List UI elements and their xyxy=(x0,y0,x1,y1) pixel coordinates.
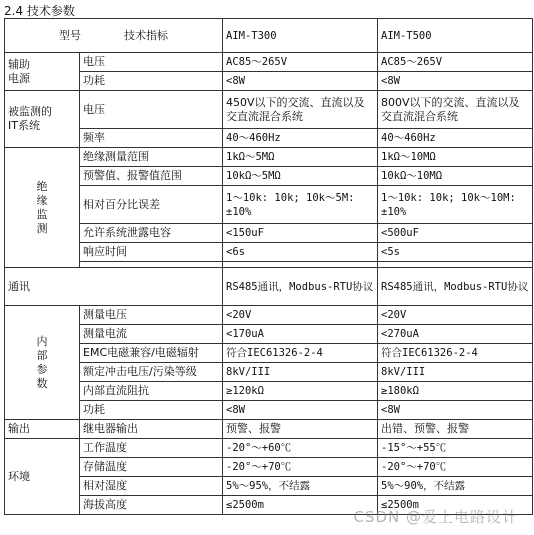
table-row xyxy=(5,72,533,91)
value-t300: 40～460Hz xyxy=(223,129,378,148)
value-t500: 40～460Hz xyxy=(378,129,533,148)
group-internal: 内 部 参 数 xyxy=(5,306,80,420)
value-t500: 8kV/III xyxy=(378,363,533,382)
value-t300: <6s xyxy=(223,243,378,262)
value-t500: 1kΩ～10MΩ xyxy=(378,148,533,167)
value-t500: <8W xyxy=(378,72,533,91)
value-t500: <500uF xyxy=(378,224,533,243)
value-t300: <8W xyxy=(223,401,378,420)
table-row xyxy=(5,53,533,72)
item-label: 工作温度 xyxy=(80,439,223,458)
table-row xyxy=(5,167,533,186)
value-t500: <270uA xyxy=(378,325,533,344)
value-t500: 符合IEC61326-2-4 xyxy=(378,344,533,363)
table-header-row xyxy=(5,19,533,53)
item-label: 响应时间 xyxy=(80,243,223,262)
value-t300: <20V xyxy=(223,306,378,325)
table-row xyxy=(5,496,533,515)
value-t300: <170uA xyxy=(223,325,378,344)
group-env: 环境 xyxy=(5,439,80,515)
value-t500: RS485通讯，Modbus-RTU协议 xyxy=(378,268,533,306)
value-t500: 1～10k: 10k; 10k～10M: ±10% xyxy=(378,186,533,224)
item-label: EMC电磁兼容/电磁辐射 xyxy=(80,344,223,363)
value-t500: -20°～+70℃ xyxy=(378,458,533,477)
value-t300: ≤2500m xyxy=(223,496,378,515)
item-label: 功耗 xyxy=(80,401,223,420)
table-row xyxy=(5,243,533,262)
value-t300: 1～10k: 10k; 10k～5M: ±10% xyxy=(223,186,378,224)
item-label: 存储温度 xyxy=(80,458,223,477)
table-row xyxy=(5,401,533,420)
group-output: 输出 xyxy=(5,420,80,439)
value-t300: <8W xyxy=(223,72,378,91)
value-t300: AC85～265V xyxy=(223,53,378,72)
value-t300: ≥120kΩ xyxy=(223,382,378,401)
table-row xyxy=(5,382,533,401)
table-row xyxy=(5,91,533,129)
item-label: 海拔高度 xyxy=(80,496,223,515)
value-t300: 预警、报警 xyxy=(223,420,378,439)
value-t500: ≥180kΩ xyxy=(378,382,533,401)
item-label: 相对百分比误差 xyxy=(80,186,223,224)
item-label: 电压 xyxy=(80,91,223,129)
group-insulation: 绝 缘 监 测 xyxy=(5,148,80,268)
value-t500: <5s xyxy=(378,243,533,262)
value-t300: 符合IEC61326-2-4 xyxy=(223,344,378,363)
group-comm: 通讯 xyxy=(5,268,223,306)
value-t500: ≤2500m xyxy=(378,496,533,515)
table-row xyxy=(5,186,533,224)
item-label: 频率 xyxy=(80,129,223,148)
table-row xyxy=(5,325,533,344)
item-label: 允许系统泄露电容 xyxy=(80,224,223,243)
table-row xyxy=(5,344,533,363)
value-t300: <150uF xyxy=(223,224,378,243)
value-t300: -20°～+60℃ xyxy=(223,439,378,458)
table-row xyxy=(5,129,533,148)
value-t300: RS485通讯，Modbus-RTU协议 xyxy=(223,268,378,306)
table-row xyxy=(5,420,533,439)
item-label: 预警值、报警值范围 xyxy=(80,167,223,186)
header-model: 型号 xyxy=(59,28,81,42)
item-label: 测量电流 xyxy=(80,325,223,344)
table-row xyxy=(5,148,533,167)
item-label: 额定冲击电压/污染等级 xyxy=(80,363,223,382)
value-t500: <20V xyxy=(378,306,533,325)
value-t500: 出错、预警、报警 xyxy=(378,420,533,439)
header-col2: AIM-T500 xyxy=(378,19,533,53)
item-label: 绝缘测量范围 xyxy=(80,148,223,167)
value-t300: 10kΩ～5MΩ xyxy=(223,167,378,186)
value-t500: -15°～+55℃ xyxy=(378,439,533,458)
value-t500: 800V以下的交流、直流以及交直流混合系统 xyxy=(378,91,533,129)
item-label: 测量电压 xyxy=(80,306,223,325)
table-row xyxy=(5,363,533,382)
item-label: 内部直流阻抗 xyxy=(80,382,223,401)
group-it-system: 被监测的 IT系统 xyxy=(5,91,80,148)
value-t300: 5%～95%，不结露 xyxy=(223,477,378,496)
value-t500: 5%～90%，不结露 xyxy=(378,477,533,496)
value-t300: 1kΩ～5MΩ xyxy=(223,148,378,167)
value-t500: AC85～265V xyxy=(378,53,533,72)
item-label: 相对湿度 xyxy=(80,477,223,496)
value-t300: -20°～+70℃ xyxy=(223,458,378,477)
value-t300: 450V以下的交流、直流以及交直流混合系统 xyxy=(223,91,378,129)
header-indicator: 技术指标 xyxy=(124,28,168,42)
table-row xyxy=(5,439,533,458)
section-heading: 2.4 技术参数 xyxy=(4,4,75,18)
table-row xyxy=(5,477,533,496)
item-label: 电压 xyxy=(80,53,223,72)
table-row xyxy=(5,306,533,325)
header-col1: AIM-T300 xyxy=(223,19,378,53)
table-row xyxy=(5,268,533,306)
group-aux-power: 辅助 电源 xyxy=(5,53,80,91)
item-label: 继电器输出 xyxy=(80,420,223,439)
value-t500: <8W xyxy=(378,401,533,420)
spec-table xyxy=(4,18,533,515)
watermark: CSDN @爱上电路设计 xyxy=(353,508,518,526)
table-row xyxy=(5,458,533,477)
item-label: 功耗 xyxy=(80,72,223,91)
value-t300: 8kV/III xyxy=(223,363,378,382)
value-t500: 10kΩ～10MΩ xyxy=(378,167,533,186)
header-cell xyxy=(5,19,223,53)
table-row xyxy=(5,224,533,243)
